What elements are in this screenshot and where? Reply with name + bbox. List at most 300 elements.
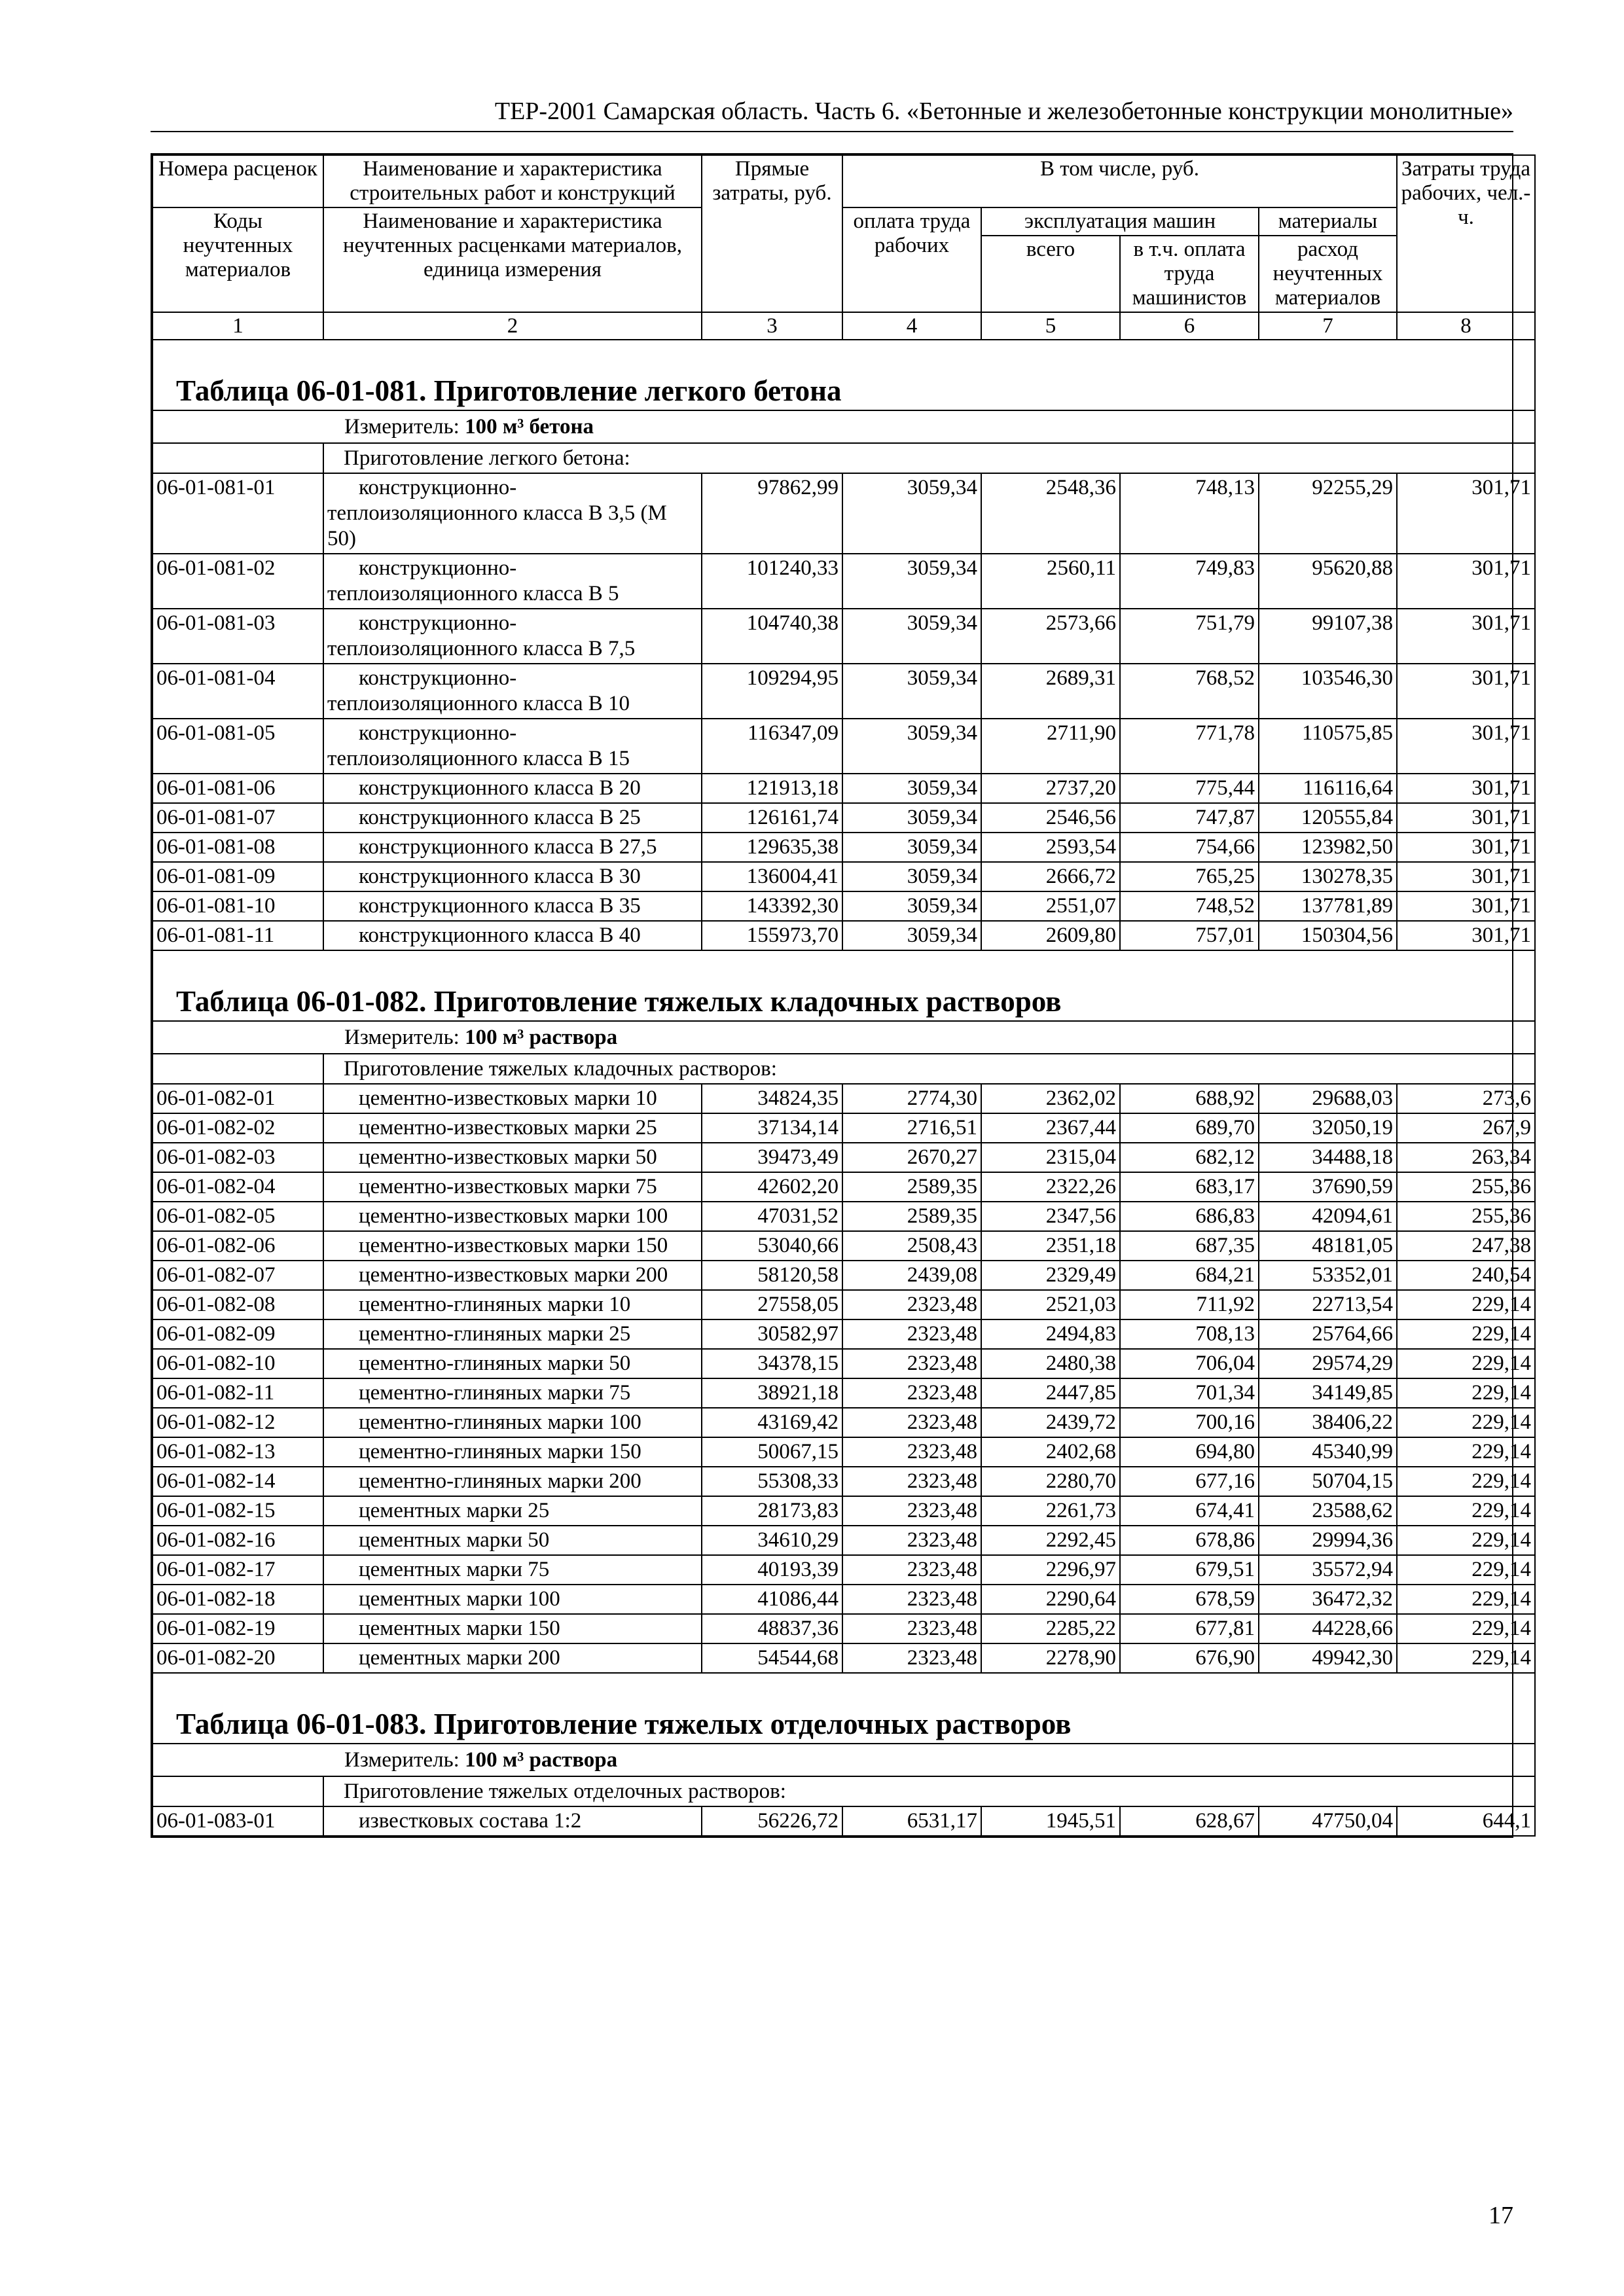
rate-value: 2323,48 — [842, 1437, 981, 1467]
rate-value: 267,9 — [1397, 1113, 1535, 1143]
meter-row — [153, 1021, 1535, 1054]
rate-value: 45340,99 — [1259, 1437, 1397, 1467]
rate-value: 708,13 — [1120, 1319, 1259, 1349]
rate-value: 301,71 — [1397, 833, 1535, 862]
rate-name: конструкционно-теплоизоляционного класса В 10 — [323, 664, 702, 719]
rate-value: 682,12 — [1120, 1143, 1259, 1172]
rate-code: 06-01-081-01 — [153, 473, 323, 554]
rate-code: 06-01-083-01 — [153, 1806, 323, 1836]
rate-value: 2494,83 — [981, 1319, 1120, 1349]
rate-name: конструкционного класса В 40 — [323, 921, 702, 950]
table-title-row — [153, 1673, 1535, 1744]
rate-value: 229,14 — [1397, 1496, 1535, 1526]
rate-value: 129635,38 — [702, 833, 842, 862]
meter-row — [153, 410, 1535, 443]
rate-name: цементно-глиняных марки 150 — [323, 1437, 702, 1467]
rate-name: конструкционно-теплоизоляционного класса В 3,5 (М 50) — [323, 473, 702, 554]
rate-code: 06-01-082-11 — [153, 1378, 323, 1408]
rate-value: 37690,59 — [1259, 1172, 1397, 1202]
rate-value: 143392,30 — [702, 891, 842, 921]
rate-code: 06-01-081-05 — [153, 719, 323, 774]
meter-value: 100 м³ бетона — [465, 415, 594, 439]
rate-value: 2323,48 — [842, 1290, 981, 1319]
rate-value: 301,71 — [1397, 803, 1535, 833]
rate-value: 3059,34 — [842, 473, 981, 554]
rate-value: 678,59 — [1120, 1585, 1259, 1614]
meter-line — [156, 412, 1531, 441]
rate-value: 229,14 — [1397, 1614, 1535, 1643]
meter-label: Измеритель: — [344, 415, 460, 439]
meter-value: 100 м³ раствора — [465, 1748, 618, 1772]
rate-value: 32050,19 — [1259, 1113, 1397, 1143]
column-number-row — [153, 312, 1535, 340]
rate-value: 130278,35 — [1259, 862, 1397, 891]
rate-code: 06-01-082-15 — [153, 1496, 323, 1526]
rate-value: 677,16 — [1120, 1467, 1259, 1496]
table-row — [153, 1084, 1535, 1113]
rate-value: 54544,68 — [702, 1643, 842, 1673]
rate-value: 35572,94 — [1259, 1555, 1397, 1585]
rate-value: 628,67 — [1120, 1806, 1259, 1836]
rate-name: цементно-известковых марки 50 — [323, 1143, 702, 1172]
rate-value: 754,66 — [1120, 833, 1259, 862]
rate-value: 2439,72 — [981, 1408, 1120, 1437]
rate-value: 109294,95 — [702, 664, 842, 719]
rate-value: 2323,48 — [842, 1378, 981, 1408]
rate-value: 49942,30 — [1259, 1643, 1397, 1673]
table-title: Таблица 06-01-083. Приготовление тяжелых отделочных растворов — [176, 1708, 1072, 1740]
meter-line — [156, 1023, 1531, 1052]
rate-value: 301,71 — [1397, 609, 1535, 664]
rate-value: 2323,48 — [842, 1319, 981, 1349]
rate-code: 06-01-082-03 — [153, 1143, 323, 1172]
table-row — [153, 1408, 1535, 1437]
rate-value: 34824,35 — [702, 1084, 842, 1113]
rate-name: цементно-глиняных марки 25 — [323, 1319, 702, 1349]
rate-name: цементно-известковых марки 10 — [323, 1084, 702, 1113]
table-row — [153, 1614, 1535, 1643]
rate-value: 3059,34 — [842, 833, 981, 862]
rate-value: 53040,66 — [702, 1231, 842, 1261]
rate-code: 06-01-082-20 — [153, 1643, 323, 1673]
rate-code: 06-01-082-18 — [153, 1585, 323, 1614]
column-number: 7 — [1259, 312, 1397, 340]
rate-code: 06-01-082-05 — [153, 1202, 323, 1231]
rate-value: 229,14 — [1397, 1526, 1535, 1555]
rate-value: 2737,20 — [981, 774, 1120, 803]
table-row — [153, 664, 1535, 719]
rate-value: 104740,38 — [702, 609, 842, 664]
rate-name: конструкционного класса В 35 — [323, 891, 702, 921]
rate-value: 229,14 — [1397, 1467, 1535, 1496]
rate-value: 301,71 — [1397, 719, 1535, 774]
rate-value: 48837,36 — [702, 1614, 842, 1643]
rate-value: 3059,34 — [842, 774, 981, 803]
rate-value: 6531,17 — [842, 1806, 981, 1836]
rate-value: 136004,41 — [702, 862, 842, 891]
meter-label: Измеритель: — [344, 1026, 460, 1049]
col2-top-header: Наименование и характеристика строительных работ и конструкций — [323, 155, 702, 207]
rate-value: 29994,36 — [1259, 1526, 1397, 1555]
table-row — [153, 1231, 1535, 1261]
header-row-2 — [153, 207, 1535, 236]
rate-value: 126161,74 — [702, 803, 842, 833]
rate-value: 2292,45 — [981, 1526, 1120, 1555]
rate-name: известковых состава 1:2 — [323, 1806, 702, 1836]
page-header: ТЕР-2001 Самарская область. Часть 6. «Бетонные и железобетонные конструкции монолитные» — [151, 93, 1513, 132]
rate-name: цементно-известковых марки 25 — [323, 1113, 702, 1143]
rate-name: конструкционно-теплоизоляционного класса В 5 — [323, 554, 702, 609]
col2-bottom-header: Наименование и характеристика неучтенных расценками материалов, единица измерения — [323, 207, 702, 312]
rate-value: 3059,34 — [842, 609, 981, 664]
col6-header: в т.ч. оплата труда машинистов — [1120, 236, 1259, 312]
table-row — [153, 921, 1535, 950]
rate-name: цементно-известковых марки 100 — [323, 1202, 702, 1231]
rate-value: 44228,66 — [1259, 1614, 1397, 1643]
table-title-cell — [153, 1673, 1535, 1744]
rates-grid — [152, 154, 1536, 1837]
col7-header: расход неучтенных материалов — [1259, 236, 1397, 312]
rate-value: 2560,11 — [981, 554, 1120, 609]
rate-value: 123982,50 — [1259, 833, 1397, 862]
rate-value: 700,16 — [1120, 1408, 1259, 1437]
rate-value: 2367,44 — [981, 1113, 1120, 1143]
rate-value: 263,34 — [1397, 1143, 1535, 1172]
rate-value: 301,71 — [1397, 554, 1535, 609]
rate-value: 101240,33 — [702, 554, 842, 609]
rate-value: 42602,20 — [702, 1172, 842, 1202]
rate-value: 748,13 — [1120, 473, 1259, 554]
section-row — [153, 443, 1535, 473]
rate-value: 48181,05 — [1259, 1231, 1397, 1261]
rate-value: 694,80 — [1120, 1437, 1259, 1467]
rate-code: 06-01-081-04 — [153, 664, 323, 719]
table-row — [153, 1806, 1535, 1836]
rate-value: 2439,08 — [842, 1261, 981, 1290]
rate-value: 34610,29 — [702, 1526, 842, 1555]
section-label: Приготовление тяжелых кладочных растворов: — [323, 1054, 1535, 1084]
rate-value: 120555,84 — [1259, 803, 1397, 833]
rate-name: конструкционного класса В 27,5 — [323, 833, 702, 862]
rate-value: 1945,51 — [981, 1806, 1120, 1836]
rate-value: 2774,30 — [842, 1084, 981, 1113]
rate-value: 301,71 — [1397, 664, 1535, 719]
table-row — [153, 1261, 1535, 1290]
rate-code: 06-01-081-08 — [153, 833, 323, 862]
rate-value: 247,38 — [1397, 1231, 1535, 1261]
rate-name: цементных марки 25 — [323, 1496, 702, 1526]
rate-value: 765,25 — [1120, 862, 1259, 891]
rate-value: 37134,14 — [702, 1113, 842, 1143]
rate-value: 121913,18 — [702, 774, 842, 803]
rate-value: 229,14 — [1397, 1349, 1535, 1378]
table-row — [153, 1202, 1535, 1231]
rate-value: 748,52 — [1120, 891, 1259, 921]
rate-value: 255,36 — [1397, 1172, 1535, 1202]
rate-code: 06-01-082-13 — [153, 1437, 323, 1467]
rate-value: 50704,15 — [1259, 1467, 1397, 1496]
rates-table — [151, 153, 1532, 1838]
rate-value: 229,14 — [1397, 1290, 1535, 1319]
rate-value: 2323,48 — [842, 1349, 981, 1378]
rate-code: 06-01-082-12 — [153, 1408, 323, 1437]
section-label: Приготовление тяжелых отделочных растворов: — [323, 1776, 1535, 1806]
rate-value: 2551,07 — [981, 891, 1120, 921]
column-number: 6 — [1120, 312, 1259, 340]
meter-cell — [153, 1744, 1535, 1776]
rate-code: 06-01-082-09 — [153, 1319, 323, 1349]
column-number: 4 — [842, 312, 981, 340]
page-number: 17 — [1489, 2202, 1513, 2229]
rate-value: 2573,66 — [981, 609, 1120, 664]
table-row — [153, 1496, 1535, 1526]
rate-name: конструкционно-теплоизоляционного класса В 7,5 — [323, 609, 702, 664]
meter-line — [156, 1746, 1531, 1774]
rate-name: цементно-известковых марки 200 — [323, 1261, 702, 1290]
rate-code: 06-01-081-10 — [153, 891, 323, 921]
rate-value: 644,1 — [1397, 1806, 1535, 1836]
rate-value: 2716,51 — [842, 1113, 981, 1143]
rate-value: 2480,38 — [981, 1349, 1120, 1378]
table-row — [153, 1113, 1535, 1143]
rate-value: 2689,31 — [981, 664, 1120, 719]
table-row — [153, 1319, 1535, 1349]
rate-value: 2548,36 — [981, 473, 1120, 554]
table-row — [153, 1555, 1535, 1585]
rate-value: 301,71 — [1397, 891, 1535, 921]
meter-cell — [153, 1021, 1535, 1054]
rate-value: 2290,64 — [981, 1585, 1120, 1614]
rate-value: 38406,22 — [1259, 1408, 1397, 1437]
table-title: Таблица 06-01-081. Приготовление легкого бетона — [176, 374, 842, 407]
column-number: 5 — [981, 312, 1120, 340]
rate-value: 229,14 — [1397, 1378, 1535, 1408]
rate-value: 2362,02 — [981, 1084, 1120, 1113]
rate-value: 56226,72 — [702, 1806, 842, 1836]
table-row — [153, 1643, 1535, 1673]
rate-code: 06-01-082-07 — [153, 1261, 323, 1290]
column-number: 3 — [702, 312, 842, 340]
col1-top-header: Номера расценок — [153, 155, 323, 207]
rate-value: 3059,34 — [842, 862, 981, 891]
rate-value: 688,92 — [1120, 1084, 1259, 1113]
meter-cell — [153, 410, 1535, 443]
rate-value: 2521,03 — [981, 1290, 1120, 1319]
rate-value: 47031,52 — [702, 1202, 842, 1231]
col1-bottom-header: Коды неучтенных материалов — [153, 207, 323, 312]
header-row-1 — [153, 155, 1535, 207]
table-row — [153, 554, 1535, 609]
col3-header: Прямые затраты, руб. — [702, 155, 842, 312]
rate-code: 06-01-081-11 — [153, 921, 323, 950]
rate-value: 747,87 — [1120, 803, 1259, 833]
rate-name: цементно-известковых марки 150 — [323, 1231, 702, 1261]
rate-value: 2323,48 — [842, 1643, 981, 1673]
rate-name: цементных марки 75 — [323, 1555, 702, 1585]
rate-value: 38921,18 — [702, 1378, 842, 1408]
rate-value: 2323,48 — [842, 1408, 981, 1437]
rate-value: 29574,29 — [1259, 1349, 1397, 1378]
rate-value: 2609,80 — [981, 921, 1120, 950]
rate-value: 36472,32 — [1259, 1585, 1397, 1614]
rate-value: 301,71 — [1397, 921, 1535, 950]
rate-value: 2351,18 — [981, 1231, 1120, 1261]
rate-value: 23588,62 — [1259, 1496, 1397, 1526]
rate-value: 2347,56 — [981, 1202, 1120, 1231]
rate-value: 99107,38 — [1259, 609, 1397, 664]
rate-value: 229,14 — [1397, 1585, 1535, 1614]
rate-value: 2447,85 — [981, 1378, 1120, 1408]
rate-value: 29688,03 — [1259, 1084, 1397, 1113]
table-row — [153, 473, 1535, 554]
rate-code: 06-01-082-02 — [153, 1113, 323, 1143]
rate-value: 229,14 — [1397, 1437, 1535, 1467]
rate-value: 34149,85 — [1259, 1378, 1397, 1408]
rate-value: 34488,18 — [1259, 1143, 1397, 1172]
rate-name: цементных марки 50 — [323, 1526, 702, 1555]
rate-value: 30582,97 — [702, 1319, 842, 1349]
section-spacer — [153, 1776, 323, 1806]
rate-value: 768,52 — [1120, 664, 1259, 719]
rate-value: 25764,66 — [1259, 1319, 1397, 1349]
rate-value: 684,21 — [1120, 1261, 1259, 1290]
rate-value: 749,83 — [1120, 554, 1259, 609]
table-row — [153, 1526, 1535, 1555]
rate-value: 2329,49 — [981, 1261, 1120, 1290]
rate-value: 34378,15 — [702, 1349, 842, 1378]
table-row — [153, 609, 1535, 664]
included-header: В том числе, руб. — [842, 155, 1397, 207]
table-row — [153, 1290, 1535, 1319]
col8-header: Затраты труда рабочих, чел.-ч. — [1397, 155, 1535, 312]
rate-value: 110575,85 — [1259, 719, 1397, 774]
rate-value: 116347,09 — [702, 719, 842, 774]
rate-value: 43169,42 — [702, 1408, 842, 1437]
rate-value: 2322,26 — [981, 1172, 1120, 1202]
rate-value: 687,35 — [1120, 1231, 1259, 1261]
table-row — [153, 1378, 1535, 1408]
rate-value: 116116,64 — [1259, 774, 1397, 803]
rate-value: 674,41 — [1120, 1496, 1259, 1526]
rate-value: 2315,04 — [981, 1143, 1120, 1172]
rate-code: 06-01-082-08 — [153, 1290, 323, 1319]
table-title-cell — [153, 340, 1535, 410]
rate-value: 41086,44 — [702, 1585, 842, 1614]
table-row — [153, 891, 1535, 921]
rate-value: 103546,30 — [1259, 664, 1397, 719]
rate-value: 301,71 — [1397, 862, 1535, 891]
rate-name: цементно-известковых марки 75 — [323, 1172, 702, 1202]
rate-value: 53352,01 — [1259, 1261, 1397, 1290]
rate-value: 301,71 — [1397, 473, 1535, 554]
col5-header: всего — [981, 236, 1120, 312]
rate-code: 06-01-082-10 — [153, 1349, 323, 1378]
rate-value: 711,92 — [1120, 1290, 1259, 1319]
rate-value: 3059,34 — [842, 921, 981, 950]
table-row — [153, 803, 1535, 833]
rate-name: цементных марки 150 — [323, 1614, 702, 1643]
column-number: 8 — [1397, 312, 1535, 340]
rate-value: 2711,90 — [981, 719, 1120, 774]
rate-value: 751,79 — [1120, 609, 1259, 664]
rate-value: 92255,29 — [1259, 473, 1397, 554]
rate-value: 2546,56 — [981, 803, 1120, 833]
rate-value: 2278,90 — [981, 1643, 1120, 1673]
table-row — [153, 719, 1535, 774]
rate-code: 06-01-082-16 — [153, 1526, 323, 1555]
rate-value: 2323,48 — [842, 1526, 981, 1555]
table-title-row — [153, 340, 1535, 410]
rate-value: 2261,73 — [981, 1496, 1120, 1526]
rate-name: конструкционного класса В 25 — [323, 803, 702, 833]
rate-value: 689,70 — [1120, 1113, 1259, 1143]
rate-name: цементно-глиняных марки 100 — [323, 1408, 702, 1437]
section-label: Приготовление легкого бетона: — [323, 443, 1535, 473]
section-row — [153, 1054, 1535, 1084]
section-row — [153, 1776, 1535, 1806]
rate-value: 255,36 — [1397, 1202, 1535, 1231]
rate-value: 2670,27 — [842, 1143, 981, 1172]
rate-value: 150304,56 — [1259, 921, 1397, 950]
rate-code: 06-01-081-07 — [153, 803, 323, 833]
machines-header: эксплуатация машин — [981, 207, 1259, 236]
rate-value: 229,14 — [1397, 1643, 1535, 1673]
table-row — [153, 1349, 1535, 1378]
rate-value: 301,71 — [1397, 774, 1535, 803]
table-row — [153, 774, 1535, 803]
rate-value: 2593,54 — [981, 833, 1120, 862]
rate-value: 95620,88 — [1259, 554, 1397, 609]
rate-value: 58120,58 — [702, 1261, 842, 1290]
rate-code: 06-01-082-19 — [153, 1614, 323, 1643]
rate-value: 2323,48 — [842, 1555, 981, 1585]
rate-code: 06-01-081-03 — [153, 609, 323, 664]
column-number: 2 — [323, 312, 702, 340]
table-row — [153, 833, 1535, 862]
table-row — [153, 1437, 1535, 1467]
rate-value: 775,44 — [1120, 774, 1259, 803]
table-row — [153, 1143, 1535, 1172]
rate-value: 42094,61 — [1259, 1202, 1397, 1231]
rate-code: 06-01-081-09 — [153, 862, 323, 891]
rate-name: конструкционно-теплоизоляционного класса В 15 — [323, 719, 702, 774]
rate-value: 40193,39 — [702, 1555, 842, 1585]
rate-value: 771,78 — [1120, 719, 1259, 774]
rate-code: 06-01-082-17 — [153, 1555, 323, 1585]
table-title: Таблица 06-01-082. Приготовление тяжелых кладочных растворов — [176, 985, 1062, 1018]
rate-value: 2323,48 — [842, 1614, 981, 1643]
rate-value: 28173,83 — [702, 1496, 842, 1526]
rate-value: 50067,15 — [702, 1437, 842, 1467]
rate-value: 2323,48 — [842, 1585, 981, 1614]
rate-code: 06-01-082-06 — [153, 1231, 323, 1261]
table-row — [153, 862, 1535, 891]
table-title-cell — [153, 950, 1535, 1021]
rate-value: 55308,33 — [702, 1467, 842, 1496]
rate-name: конструкционного класса В 30 — [323, 862, 702, 891]
rate-value: 2323,48 — [842, 1496, 981, 1526]
rate-code: 06-01-081-06 — [153, 774, 323, 803]
rate-value: 686,83 — [1120, 1202, 1259, 1231]
rate-value: 3059,34 — [842, 554, 981, 609]
rate-value: 676,90 — [1120, 1643, 1259, 1673]
rate-value: 97862,99 — [702, 473, 842, 554]
rate-value: 679,51 — [1120, 1555, 1259, 1585]
rate-value: 2508,43 — [842, 1231, 981, 1261]
rate-value: 39473,49 — [702, 1143, 842, 1172]
rate-value: 2280,70 — [981, 1467, 1120, 1496]
rate-value: 2402,68 — [981, 1437, 1120, 1467]
